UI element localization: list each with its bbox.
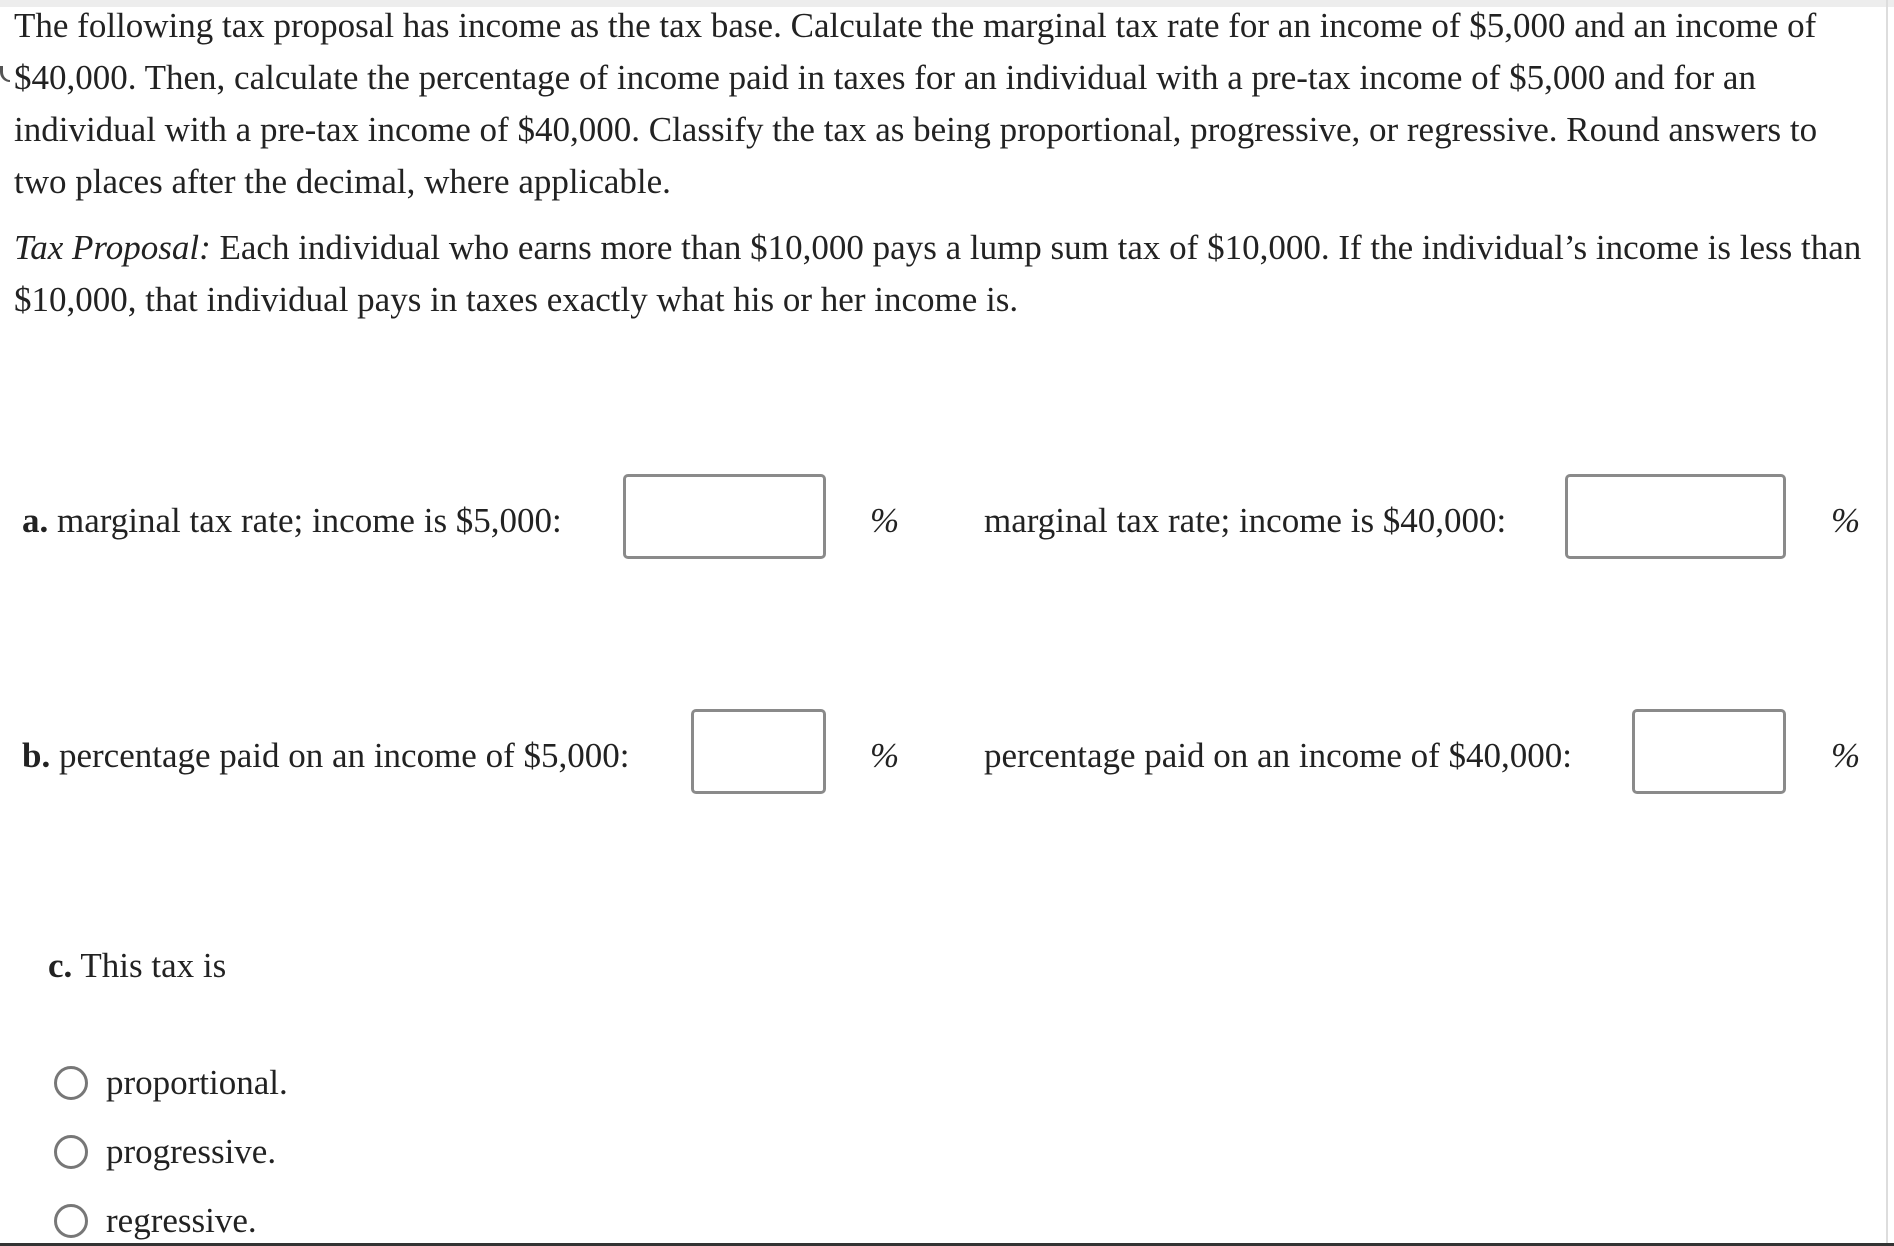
part-c-label-text: This tax is — [80, 946, 227, 985]
option-progressive[interactable] — [54, 1129, 276, 1175]
part-b-letter: b. — [22, 736, 51, 775]
proportional-radio[interactable] — [54, 1066, 88, 1100]
tax-proposal-text: Each individual who earns more than $10,000 pays a lump sum tax of $10,000. If the individual’s income is less than $10,000, that individual pays in taxes exactly what his or her income is. — [14, 228, 1862, 319]
tax-proposal — [14, 222, 1874, 326]
part-a-right-percent: % — [1831, 501, 1861, 540]
part-b-right-percent: % — [1831, 736, 1861, 775]
marginal-rate-40000-input[interactable] — [1565, 474, 1786, 559]
tax-proposal-label: Tax Proposal: — [14, 228, 211, 267]
part-b-right-label: percentage paid on an income of $40,000: — [984, 736, 1572, 775]
option-proportional[interactable] — [54, 1060, 288, 1106]
marginal-rate-5000-input[interactable] — [623, 474, 826, 559]
progressive-radio[interactable] — [54, 1135, 88, 1169]
part-a-left-label — [22, 499, 562, 543]
right-scroll-edge — [1886, 0, 1888, 1246]
part-b-left-label-text: percentage paid on an income of $5,000: — [58, 736, 630, 775]
option-progressive-text: progressive. — [106, 1132, 277, 1171]
left-edge-mark — [0, 66, 10, 82]
part-a-letter: a. — [22, 501, 49, 540]
part-c-letter: c. — [48, 946, 73, 985]
part-b-left-label — [22, 734, 629, 778]
option-regressive[interactable] — [54, 1198, 257, 1244]
option-regressive-text: regressive. — [106, 1201, 257, 1240]
question-prompt: The following tax proposal has income as the tax base. Calculate the marginal tax rate for an income of $5,000 and an income of $40,000. Then, calculate the percentage of income paid in taxes for an individual with a pre-tax income of $5,000 and for an individual with a pre-tax income of $40,000. Classify the tax as being proportional, progressive, or regressive. Round answers to two places after the decimal, where applicable. — [14, 6, 1818, 201]
percentage-paid-40000-input[interactable] — [1632, 709, 1786, 794]
part-b-left-percent: % — [870, 736, 900, 775]
part-c-label — [48, 944, 226, 988]
part-a-left-percent: % — [870, 501, 900, 540]
regressive-radio[interactable] — [54, 1204, 88, 1238]
part-a-right-label: marginal tax rate; income is $40,000: — [984, 501, 1507, 540]
part-a-left-label-text: marginal tax rate; income is $5,000: — [57, 501, 562, 540]
percentage-paid-5000-input[interactable] — [691, 709, 826, 794]
option-proportional-text: proportional. — [106, 1063, 288, 1102]
